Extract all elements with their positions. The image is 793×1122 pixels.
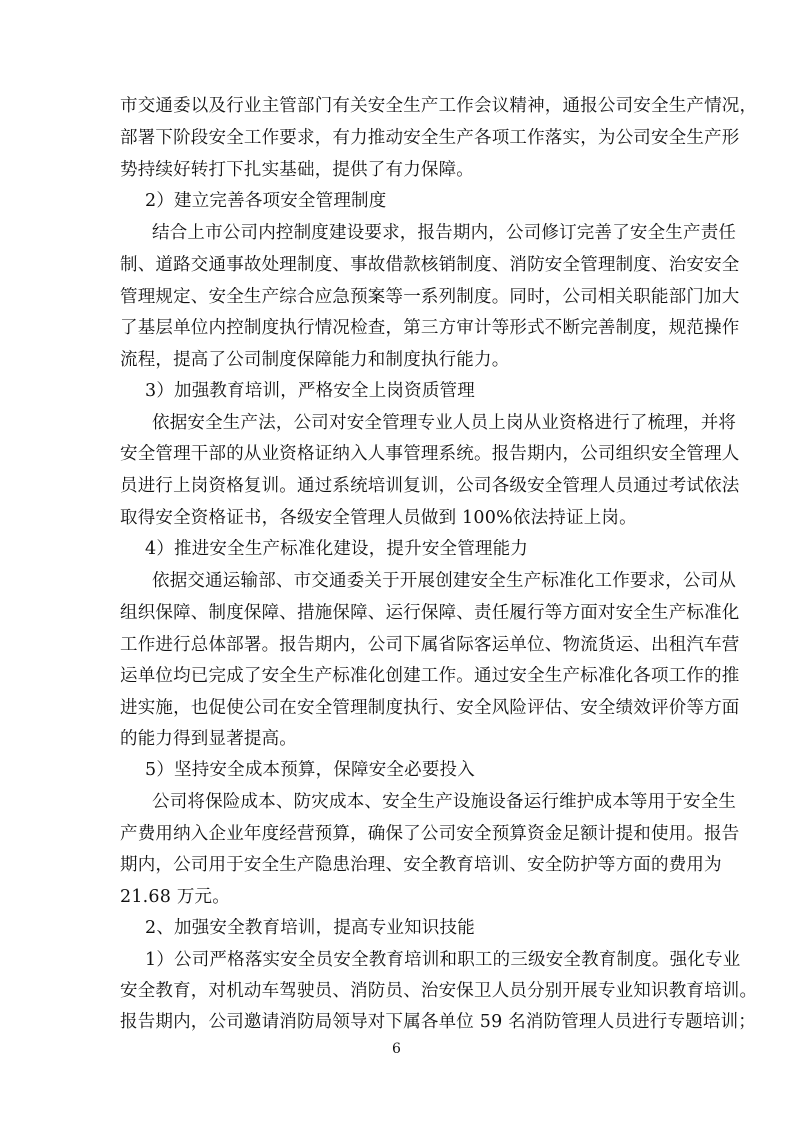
body-text-line: 制、道路交通事故处理制度、事故借款核销制度、消防安全管理制度、治安安全 xyxy=(120,255,740,275)
body-text-line: 结合上市公司内控制度建设要求，报告期内，公司修订完善了安全生产责任 xyxy=(152,223,737,243)
page-number: 6 xyxy=(392,1041,401,1057)
body-text-line: 1）公司严格落实安全员安全教育培训和职工的三级安全教育制度。强化专业 xyxy=(145,950,741,970)
body-text-line: 期内，公司用于安全生产隐患治理、安全教育培训、安全防护等方面的费用为 xyxy=(120,855,722,875)
section-heading: 2、加强安全教育培训，提高专业知识技能 xyxy=(145,918,475,938)
body-text-line: 了基层单位内控制度执行情况检查，第三方审计等形式不断完善制度，规范操作 xyxy=(120,318,740,338)
body-text-line: 势持续好转打下扎实基础，提供了有力保障。 xyxy=(120,160,474,180)
body-text-line: 工作进行总体部署。报告期内，公司下属省际客运单位、物流货运、出租汽车营 xyxy=(120,635,740,655)
body-text-line: 市交通委以及行业主管部门有关安全生产工作会议精神，通报公司安全生产情况， xyxy=(120,96,758,116)
body-text-line: 公司将保险成本、防灾成本、安全生产设施设备运行维护成本等用于安全生 xyxy=(152,792,737,812)
body-text-line: 部署下阶段安全工作要求，有力推动安全生产各项工作落实，为公司安全生产形 xyxy=(120,128,740,148)
body-text-line: 21.68 万元。 xyxy=(120,887,230,907)
body-text-line: 进实施，也促使公司在安全管理制度执行、安全风险评估、安全绩效评价等方面 xyxy=(120,698,740,718)
section-heading: 2）建立完善各项安全管理制度 xyxy=(145,191,387,211)
body-text-line: 运单位均已完成了安全生产标准化创建工作。通过安全生产标准化各项工作的推 xyxy=(120,666,740,686)
body-text-line: 安全管理干部的从业资格证纳入人事管理系统。报告期内，公司组织安全管理人 xyxy=(120,444,740,464)
body-text-line: 安全教育，对机动车驾驶员、消防员、治安保卫人员分别开展专业知识教育培训。 xyxy=(120,981,758,1001)
body-text-line: 管理规定、安全生产综合应急预案等一系列制度。同时，公司相关职能部门加大 xyxy=(120,287,740,307)
body-text-line: 报告期内，公司邀请消防局领导对下属各单位 59 名消防管理人员进行专题培训； xyxy=(120,1012,756,1032)
body-text-line: 产费用纳入企业年度经营预算，确保了公司安全预算资金足额计提和使用。报告 xyxy=(120,824,740,844)
body-text-line: 依据安全生产法，公司对安全管理专业人员上岗从业资格进行了梳理，并将 xyxy=(152,413,737,433)
body-text-line: 员进行上岗资格复训。通过系统培训复训，公司各级安全管理人员通过考试依法 xyxy=(120,476,740,496)
section-heading: 3）加强教育培训，严格安全上岗资质管理 xyxy=(145,381,475,401)
body-text-line: 的能力得到显著提高。 xyxy=(120,729,297,749)
body-text-line: 组织保障、制度保障、措施保障、运行保障、责任履行等方面对安全生产标准化 xyxy=(120,603,740,623)
body-text-line: 流程，提高了公司制度保障能力和制度执行能力。 xyxy=(120,350,510,370)
section-heading: 4）推进安全生产标准化建设，提升安全管理能力 xyxy=(145,539,529,559)
body-text-line: 取得安全资格证书，各级安全管理人员做到 100%依法持证上岗。 xyxy=(120,508,637,528)
section-heading: 5）坚持安全成本预算，保障安全必要投入 xyxy=(145,760,475,780)
body-text-line: 依据交通运输部、市交通委关于开展创建安全生产标准化工作要求，公司从 xyxy=(152,571,737,591)
